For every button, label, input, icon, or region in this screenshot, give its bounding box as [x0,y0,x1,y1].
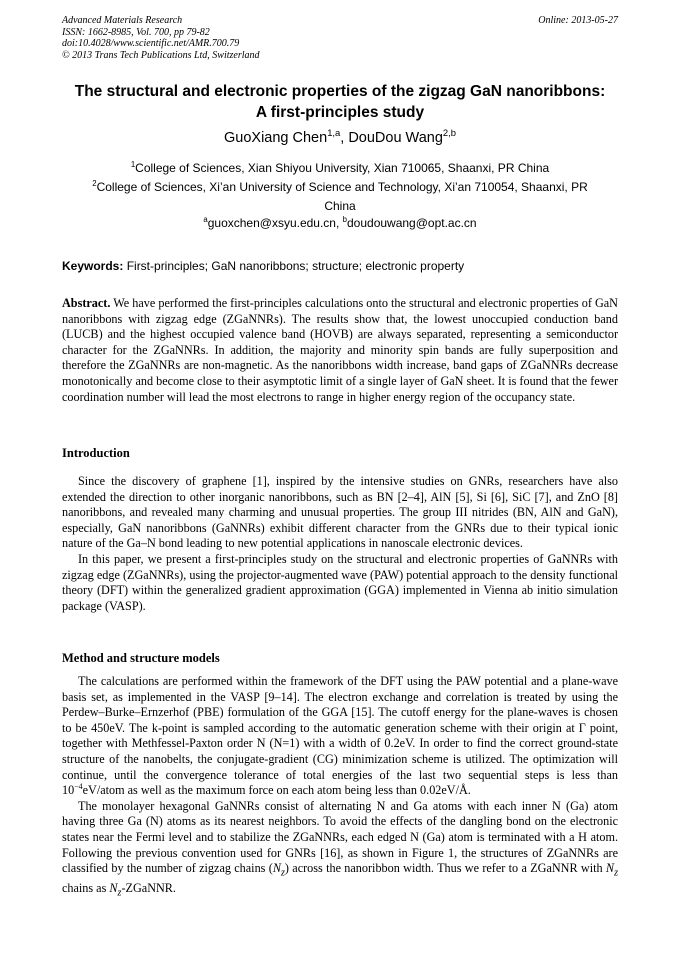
intro-paragraph-1: Since the discovery of graphene [1], inspired by the intensive studies on GNRs, researchers have also extended the direction to other inorganic nanoribbons, such as BN [2–4], AlN [5], Si [6], SiC [7], and ZnO [8] nanoribbons, and revealed many charming and unusual properties. The group III nitrides (BN, AlN and GaN), especially, GaN nanoribbons (GaNNRs) exhibit different character from the GNRs due to their typical ionic nature of the Ga–N bond leading to new potential applications in nanoscale electronic devices. [62,474,618,551]
journal-name: Advanced Materials Research [62,15,183,26]
title-line-2: A first-principles study [255,104,425,121]
author-1-sup: 1,a [327,127,341,139]
methods-body [62,674,618,901]
author-list [62,128,618,148]
author-2: DouDou Wang [348,130,443,146]
copyright: © 2013 Trans Tech Publications Ltd, Switzerland [62,49,260,61]
abstract-label: Abstract. [62,296,111,310]
author-sep: , [340,130,349,146]
affiliation-2: $^2$College of Sciences, Xi’an University of Science and Technology, Xi’an 710054, Shaanxi, PR [92,179,588,194]
methods-paragraph-2: The monolayer hexagonal GaNNRs consist of alternating N and Ga atoms with each inner N (Ga) atom having three Ga (N) atoms as its nearest neighbors. To avoid the effects of the dangling bond on the electronic states near the Fermi level and to stabilize the ZGaNNRs, each edged N (Ga) atom is terminated with a H atom. Following the previous convention used for GNRs [16], as shown in Figure 1, the structures of ZGaNNRs are classified by the number of zigzag chains $(N_z)$ across the nanoribbon width. Thus we refer to a ZGaNNR with $N_z$ chains as $N_z$-ZGaNNR. [62,798,619,899]
affiliation-2-cont: China [324,199,356,213]
keywords [62,257,618,275]
methods-paragraph-1: The calculations are performed within the framework of the DFT using the PAW potential and a plane-wave basis set, as implemented in the VASP [9–14]. The electron exchange and correlation is treated by using the Perdew–Burke–Ernzerhof (PBE) formulation of the GGA [15]. The cutoff energy for the plane-waves is chosen to be 450eV. The k-point is sampled according to the automatic generation scheme with their origin at Γ point, together with Methfessel-Paxton order N (N=1) with a width of 0.2eV. In order to find the correct ground-state structure of the nanobelts, the conjugate-gradient (CG) minimization scheme is utilized. The optimization will continue, until the convergence tolerance of total energies of the last two sequential steps is less than $10^{-4}eV$/atom as well as the maximum force on each atom being less than 0.02eV/Å. [62,674,618,798]
author-1: GuoXiang Chen [224,130,328,146]
affiliation-1: $^1$College of Sciences, Xian Shiyou University, Xian 710065, Shaanxi, PR China [130,160,550,175]
affiliation-1-sup: 1 [130,160,136,169]
author-2-sup: 2,b [442,127,456,139]
doi: doi:10.4028/www.scientific.net/AMR.700.79 [62,38,240,49]
email-b: doudouwang@opt.ac.cn [347,216,477,230]
email-a: guoxchen@xsyu.edu.cn, [207,216,343,230]
affiliation-2-sup: 2 [92,179,97,188]
abstract-text: We have performed the first-principles calculations onto the structural and electronic properties of GaN nanoribbons with zigzag edge (ZGaNNRs). The results show that, the lowest unoccupied conduction band (LUCB) and the highest occupied valence band (HOVB) are always separated, representing a semiconductor character for the ZGaNNRs. In addition, the majority and minority spin bands are fully superposition and therefore the ZGaNNRs are non-magnetic. As the nanoribbons width increase, band gaps of ZGaNNRs decrease monotonically and become close to their asymptotic limit of a single layer of GaN sheet. It is found that the fewer coordination number will lead the most electrons to range in higher energy region of the occupancy state. [62,296,618,404]
paper-title [62,81,618,123]
introduction-body [62,474,618,614]
intro-paragraph-2: In this paper, we present a first-principles study on the structural and electronic properties of GaNNRs with zigzag edge (ZGaNNRs), using the projector-augmented wave (PAW) potential approach to the density functional theory (DFT) within the generalized gradient approximation (GGA) implemented in Vienna ab initio simulation package (VASP). [62,551,618,613]
section-heading-introduction: Introduction [62,446,130,460]
journal-header [62,15,618,61]
online-date: Online: 2013-05-27 [538,15,618,26]
section-heading-methods: Method and structure models [62,651,220,665]
keywords-text: First-principles; GaN nanoribbons; structure; electronic property [123,259,465,273]
issn: ISSN: 1662-8985, Vol. 700, pp 79-82 [62,26,210,38]
author-emails: $^a$guoxchen@xsyu.edu.cn, $^b$doudouwang@opt.ac.cn [203,215,477,230]
abstract [62,296,618,405]
keywords-label: Keywords: [62,259,124,273]
title-line-1: The structural and electronic properties of the zigzag GaN nanoribbons: [74,83,606,100]
